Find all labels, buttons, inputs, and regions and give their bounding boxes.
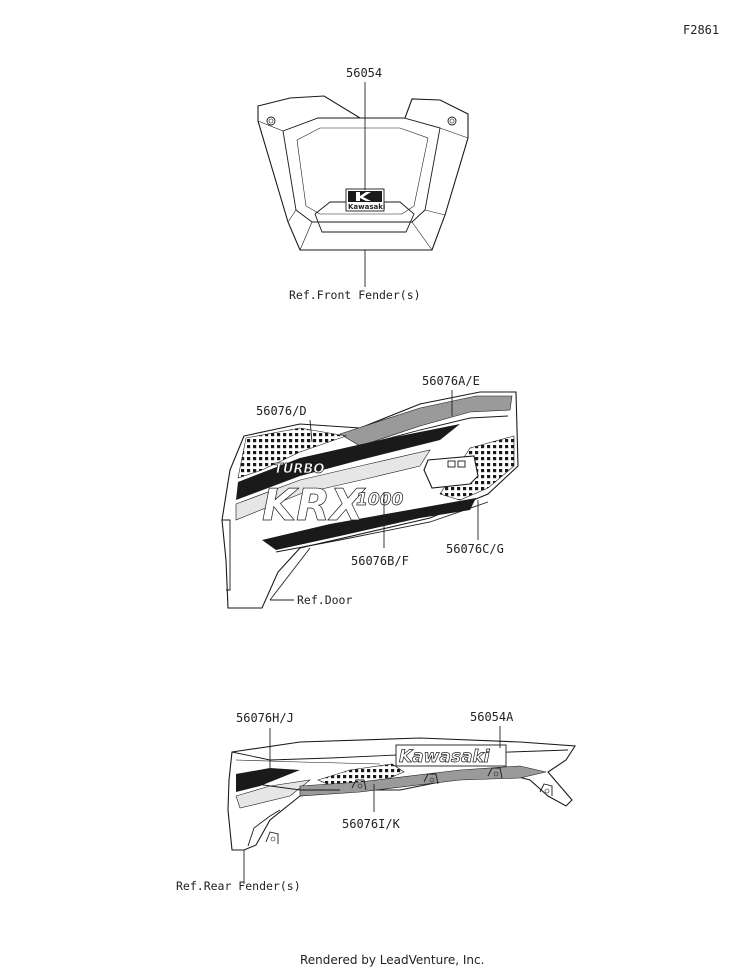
ref-door: Ref.Door	[297, 593, 353, 607]
rear-logo-decal	[396, 745, 506, 767]
rear-fender-assembly	[176, 710, 575, 893]
ref-rear-fender: Ref.Rear Fender(s)	[176, 879, 301, 893]
ref-front-fender: Ref.Front Fender(s)	[289, 288, 421, 302]
callout-56076H-J: 56076H/J	[236, 711, 294, 725]
callout-56076B-F: 56076B/F	[351, 554, 409, 568]
callout-56054: 56054	[346, 66, 383, 80]
door-assembly	[222, 374, 518, 608]
front-logo-decal	[346, 189, 385, 211]
footer-credit: Rendered by LeadVenture, Inc.	[300, 953, 485, 967]
front-logo-text: Kawasaki	[348, 203, 386, 211]
front-fender-assembly	[258, 66, 468, 302]
rear-decal-text: Kawasaki	[399, 747, 490, 767]
door-decal-number-text: 1000	[356, 490, 404, 510]
figure-code: F2861	[683, 23, 720, 37]
callout-56076-D: 56076/D	[256, 404, 307, 418]
callout-56054A: 56054A	[470, 710, 514, 724]
callout-56076C-G: 56076C/G	[446, 542, 504, 556]
callout-56076A-E: 56076A/E	[422, 374, 480, 388]
door-decal-small-text: TURBO	[274, 462, 325, 477]
callout-56076I-K: 56076I/K	[342, 817, 400, 831]
door-decal-big-text: KRX	[262, 480, 364, 531]
